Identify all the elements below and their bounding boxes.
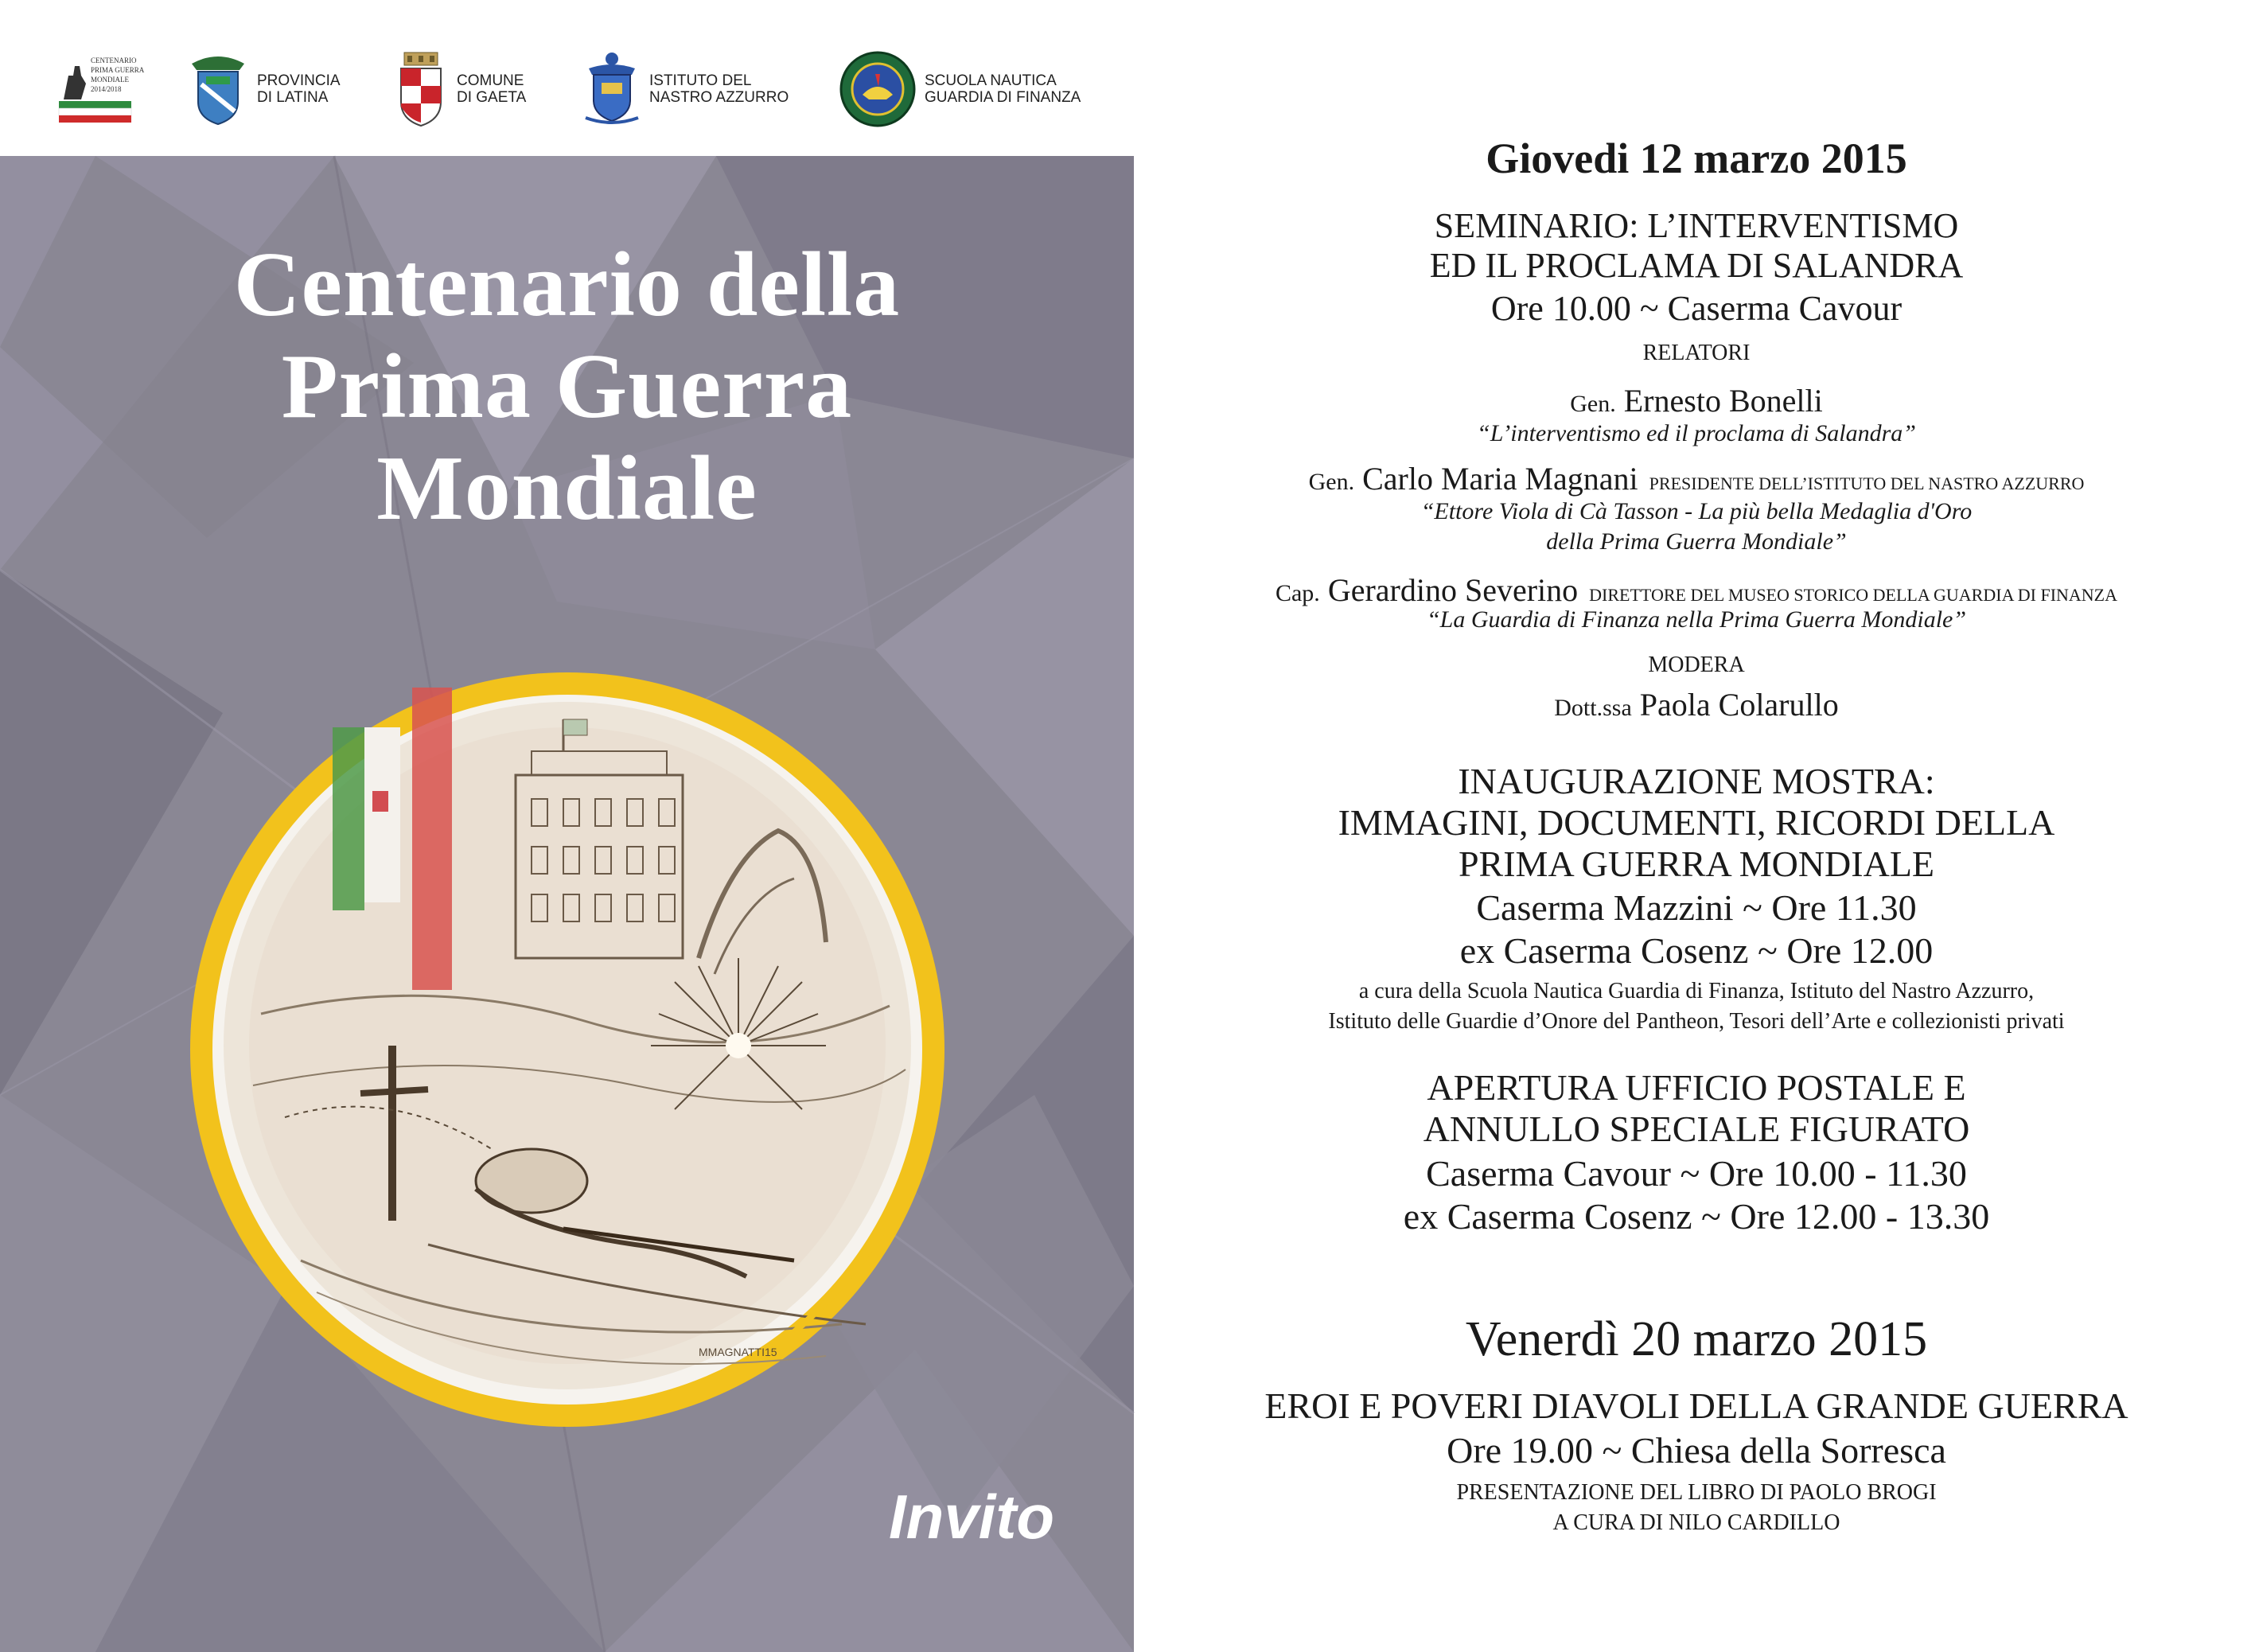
cover-title	[0, 234, 1134, 540]
exhibition-title-line-1: INAUGURAZIONE MOSTRA:	[1458, 761, 1935, 801]
cover-title-line-3: Mondiale	[376, 438, 758, 540]
comune-gaeta-crest-icon	[393, 51, 449, 127]
moderator	[1138, 686, 2255, 723]
exhibition-title-line-2: IMMAGINI, DOCUMENTI, RICORDI DELLA	[1338, 802, 2055, 843]
cover-panel	[0, 156, 1134, 1652]
moderator-name: Paola Colarullo	[1639, 687, 1839, 723]
logo-comune-text: COMUNE DI GAETA	[457, 72, 527, 106]
illustration-signature: MMAGNATTI15	[699, 1346, 777, 1358]
invite-label: Invito	[889, 1482, 1054, 1552]
post-office-time-2: ex Caserma Cosenz ~ Ore 12.00 - 13.30	[1403, 1196, 1990, 1237]
speaker-1-talk: “L’interventismo ed il proclama di Salandra”	[1477, 420, 1916, 446]
event2-date: Venerdì 20 marzo 2015	[1465, 1312, 1928, 1366]
exhibition-time-2: ex Caserma Cosenz ~ Ore 12.00	[1459, 930, 1934, 971]
cover-medallion-illustration	[189, 672, 945, 1428]
exhibition-credits-line-2: Istituto delle Guardie d’Onore del Pantheon, Tesori dell’Arte e collezionisti privati	[1328, 1009, 2065, 1034]
logo-mark-text-2: PRIMA GUERRA	[91, 66, 145, 74]
speaker-2-rank: Gen.	[1308, 469, 1355, 495]
speaker-1	[1138, 382, 2255, 419]
exhibition-title-line-3: PRIMA GUERRA MONDIALE	[1458, 844, 1935, 884]
logo-comune-gaeta	[393, 49, 526, 129]
speaker-3-rank: Cap.	[1275, 580, 1320, 606]
logo-provincia-text: PROVINCIA DI LATINA	[257, 72, 341, 106]
speaker-2-name: Carlo Maria Magnani	[1362, 461, 1638, 497]
speaker-3-name: Gerardino Severino	[1327, 572, 1579, 608]
logo-centenario	[57, 49, 145, 129]
post-office-title-line-2: ANNULLO SPECIALE FIGURATO	[1423, 1108, 1970, 1149]
speaker-1-rank: Gen.	[1570, 391, 1616, 417]
logo-mark-text-3: MONDIALE	[91, 76, 129, 84]
logo-istituto-nastro-azzurro	[582, 49, 789, 129]
seminar-title-line-1: SEMINARIO: L’INTERVENTISMO	[1434, 206, 1959, 245]
speaker-1-name: Ernesto Bonelli	[1623, 383, 1823, 419]
logo-scuola-nautica	[839, 49, 1081, 129]
exhibition-time-1: Caserma Mazzini ~ Ore 11.30	[1476, 887, 1917, 928]
logo-istituto-text: ISTITUTO DEL NASTRO AZZURRO	[649, 72, 789, 106]
scuola-nautica-seal-icon	[839, 50, 917, 128]
moderator-label: MODERA	[1648, 653, 1745, 677]
post-office-time-1: Caserma Cavour ~ Ore 10.00 - 11.30	[1426, 1153, 1967, 1194]
speaker-2-talk-line-1: “Ettore Viola di Cà Tasson - La più bella Medaglia d'Oro	[1420, 498, 1973, 524]
provincia-latina-crest-icon	[187, 53, 249, 126]
cover-title-line-1: Centenario della	[233, 234, 901, 336]
speaker-2-talk-line-2: della Prima Guerra Mondiale”	[1546, 528, 1847, 555]
event1-date: Giovedi 12 marzo 2015	[1486, 134, 1907, 182]
event2-time-place: Ore 19.00 ~ Chiesa della Sorresca	[1447, 1430, 1946, 1471]
program-panel	[1138, 0, 2255, 1652]
speaker-3-talk: “La Guardia di Finanza nella Prima Guerra Mondiale”	[1426, 606, 1967, 633]
speakers-label: RELATORI	[1642, 341, 1751, 365]
istituto-nastro-azzurro-crest-icon	[582, 51, 641, 127]
speaker-2	[1138, 460, 2255, 497]
cover-title-line-2: Prima Guerra	[281, 336, 853, 438]
post-office-title-line-1: APERTURA UFFICIO POSTALE E	[1427, 1067, 1966, 1108]
seminar-time-place: Ore 10.00 ~ Caserma Cavour	[1490, 289, 1903, 328]
centenario-logo-icon	[57, 52, 145, 127]
speaker-3	[1138, 571, 2255, 609]
moderator-rank: Dott.ssa	[1554, 695, 1632, 721]
event2-title: EROI E POVERI DIAVOLI DELLA GRANDE GUERRA	[1264, 1385, 2128, 1426]
event2-note-line-2: A CURA DI NILO CARDILLO	[1552, 1510, 1840, 1535]
event2-note-line-1: PRESENTAZIONE DEL LIBRO DI PAOLO BROGI	[1456, 1480, 1937, 1505]
seminar-title-line-2: ED IL PROCLAMA DI SALANDRA	[1429, 246, 1964, 285]
exhibition-credits-line-1: a cura della Scuola Nautica Guardia di Finanza, Istituto del Nastro Azzurro,	[1358, 979, 2035, 1003]
logo-mark-text-1: CENTENARIO	[91, 56, 137, 64]
logo-mark-text-4: 2014/2018	[91, 85, 122, 93]
speaker-2-role: PRESIDENTE DELL’ISTITUTO DEL NASTRO AZZURRO	[1649, 473, 2085, 493]
sponsor-logos	[0, 0, 1138, 155]
logo-provincia-latina	[187, 49, 341, 129]
logo-scuola-text: SCUOLA NAUTICA GUARDIA DI FINANZA	[925, 72, 1081, 106]
speaker-3-role: DIRETTORE DEL MUSEO STORICO DELLA GUARDIA DI FINANZA	[1589, 585, 2118, 605]
